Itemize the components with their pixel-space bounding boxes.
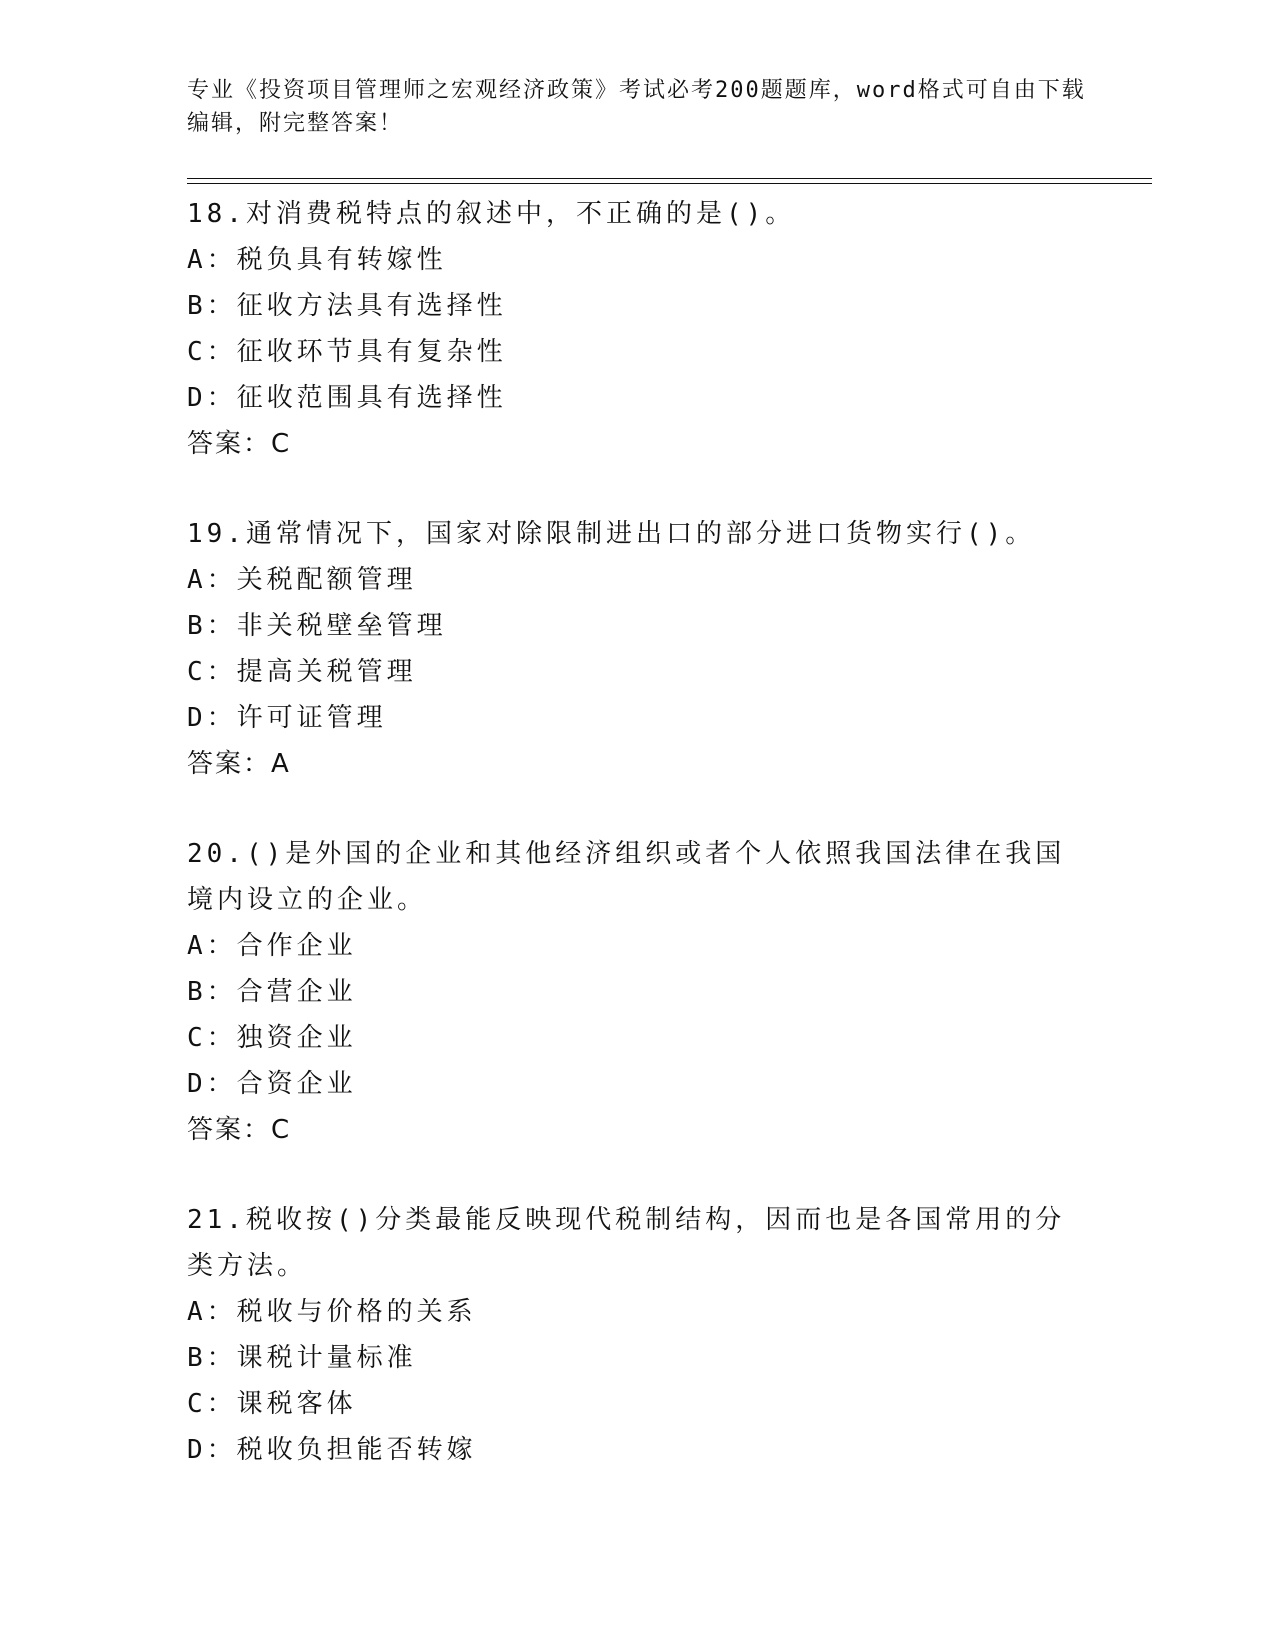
option-a: A：税收与价格的关系 — [187, 1297, 477, 1327]
option-b: B：课税计量标准 — [187, 1343, 417, 1373]
question-stem: 19.通常情况下，国家对除限制进出口的部分进口货物实行()。 — [187, 519, 1036, 549]
option-d: D：合资企业 — [187, 1069, 357, 1099]
option-c: C：征收环节具有复杂性 — [187, 337, 507, 367]
question-20 — [187, 831, 1087, 1153]
header-divider-top — [187, 178, 1152, 179]
question-stem: 20.()是外国的企业和其他经济组织或者个人依照我国法律在我国境内设立的企业。 — [187, 839, 1066, 915]
answer-line: 答案：C — [187, 429, 292, 459]
question-stem: 18.对消费税特点的叙述中，不正确的是()。 — [187, 199, 796, 229]
header-divider-bottom — [187, 183, 1152, 184]
option-c: C：课税客体 — [187, 1389, 357, 1419]
option-a: A：关税配额管理 — [187, 565, 417, 595]
option-c: C：独资企业 — [187, 1023, 357, 1053]
question-stem: 21.税收按()分类最能反映现代税制结构，因而也是各国常用的分类方法。 — [187, 1205, 1066, 1281]
question-list — [187, 191, 1087, 1473]
option-b: B：征收方法具有选择性 — [187, 291, 507, 321]
option-d: D：许可证管理 — [187, 703, 387, 733]
option-c: C：提高关税管理 — [187, 657, 417, 687]
document-header: 专业《投资项目管理师之宏观经济政策》考试必考200题题库，word格式可自由下载编辑，附完整答案！ — [187, 78, 1086, 136]
question-21 — [187, 1197, 1087, 1473]
option-b: B：非关税壁垒管理 — [187, 611, 447, 641]
option-d: D：税收负担能否转嫁 — [187, 1435, 477, 1465]
question-18 — [187, 191, 1087, 467]
answer-line: 答案：C — [187, 1115, 292, 1145]
option-a: A：合作企业 — [187, 931, 357, 961]
option-d: D：征收范围具有选择性 — [187, 383, 507, 413]
option-b: B：合营企业 — [187, 977, 357, 1007]
option-a: A：税负具有转嫁性 — [187, 245, 447, 275]
answer-line: 答案：A — [187, 749, 291, 779]
question-19 — [187, 511, 1087, 787]
